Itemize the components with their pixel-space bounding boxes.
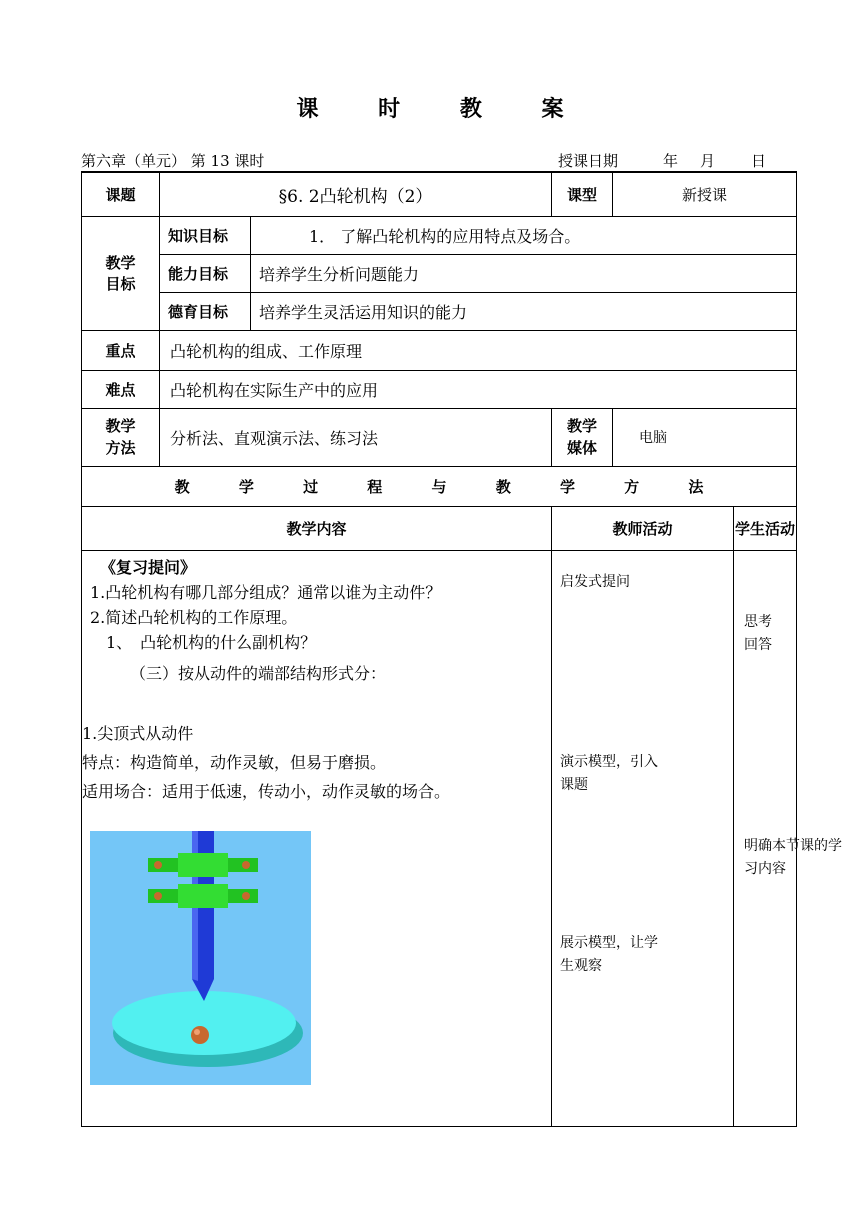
teacher-activity-1: 启发式提问 (560, 573, 631, 590)
document-title: 课 时 教 案 (296, 96, 590, 122)
topic-label: 课题 (82, 172, 160, 216)
type-label: 课型 (552, 172, 613, 216)
media-label: 教学媒体 (552, 408, 613, 466)
moral-value: 培养学生灵活运用知识的能力 (251, 292, 797, 330)
lesson-plan-table (81, 171, 843, 1127)
question-1: 1.凸轮机构有哪几部分组成？通常以谁为主动件？ (90, 582, 442, 602)
method-value: 分析法、直观演示法、练习法 (160, 408, 552, 466)
method-label: 教学方法 (82, 408, 160, 466)
key-value: 凸轮机构的组成、工作原理 (160, 330, 797, 370)
date-label: 授课日期 (558, 152, 619, 170)
feature-text: 特点：构造简单，动作灵敏，但易于磨损。 (82, 752, 387, 772)
ability-value: 培养学生分析问题能力 (251, 254, 797, 292)
content-header: 教学内容 (82, 506, 552, 550)
question-2: 2.简述凸轮机构的工作原理。 (90, 607, 298, 627)
question-3: 1、 凸轮机构的什么副机构？ (106, 632, 317, 652)
student-activity-2: 明确本节课的学习内容 (744, 837, 843, 877)
student-activity-cell (734, 550, 843, 1126)
section-heading: （三）按从动件的端部结构形式分： (130, 663, 387, 683)
type-value: 新授课 (613, 172, 797, 216)
key-label: 重点 (82, 330, 160, 370)
knowledge-label: 知识目标 (160, 216, 251, 254)
goals-label: 教学目标 (82, 216, 160, 330)
item-pointed-follower: 1.尖顶式从动件 (82, 723, 194, 743)
topic-value: §6. 2凸轮机构（2） (160, 172, 552, 216)
teacher-header: 教师活动 (552, 506, 734, 550)
chapter-info: 第六章（单元） 第 13 课时 (81, 152, 265, 170)
process-header: 教 学 过 程 与 教 学 方 法 (82, 466, 797, 506)
month-label: 月 (700, 152, 716, 170)
moral-label: 德育目标 (160, 292, 251, 330)
student-header: 学生活动 (734, 506, 797, 550)
knowledge-value: 1． 了解凸轮机构的应用特点及场合。 (251, 216, 797, 254)
teacher-activity-2: 演示模型，引入课题 (560, 753, 659, 793)
year-label: 年 (663, 152, 679, 170)
review-title: 《复习提问》 (100, 557, 197, 577)
ability-label: 能力目标 (160, 254, 251, 292)
cam-mechanism-illustration (90, 831, 311, 1085)
day-label: 日 (751, 152, 767, 170)
teacher-activity-cell (552, 550, 734, 1126)
difficulty-label: 难点 (82, 370, 160, 408)
student-activity-1: 思考回答 (744, 613, 773, 653)
media-value: 电脑 (613, 408, 797, 466)
difficulty-value: 凸轮机构在实际生产中的应用 (160, 370, 797, 408)
usage-text: 适用场合：适用于低速，传动小，动作灵敏的场合。 (82, 781, 451, 801)
lesson-content-cell (82, 550, 552, 1126)
teacher-activity-3: 展示模型，让学生观察 (560, 934, 659, 974)
